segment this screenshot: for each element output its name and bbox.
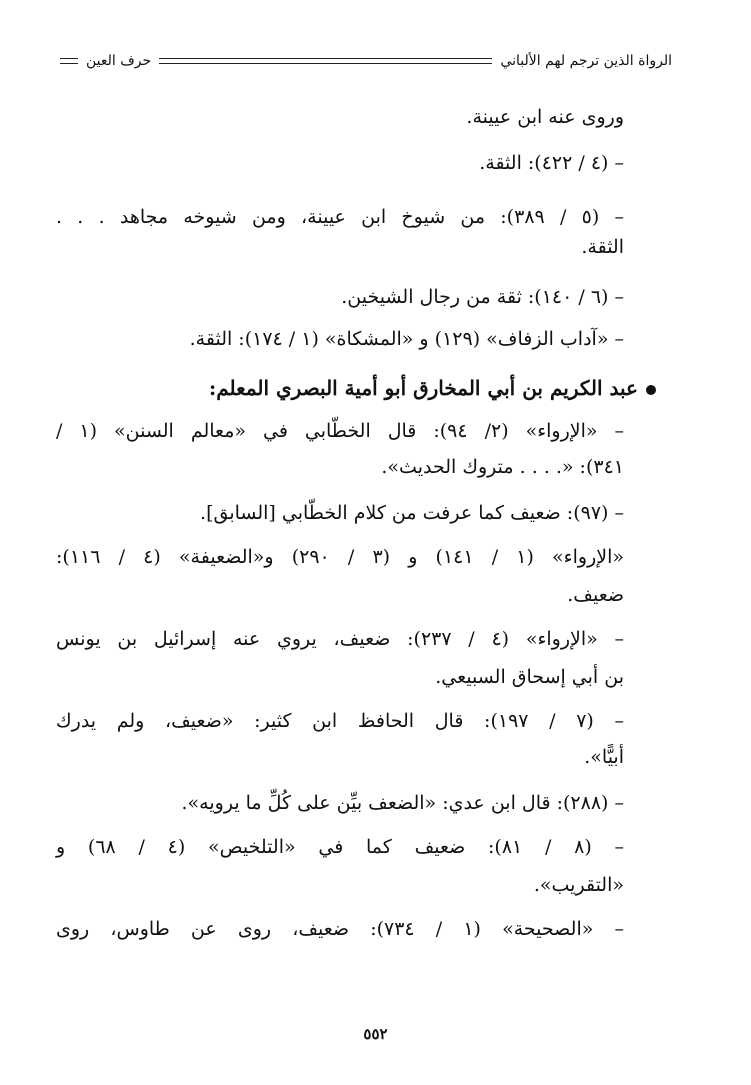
entry-heading <box>209 376 656 400</box>
text-line: الثقة. <box>581 236 624 258</box>
running-header <box>60 50 672 72</box>
text-line: – (٤ / ٤٢٢): الثقة. <box>479 152 624 174</box>
text-line: – «الإرواء» (٤ / ٢٣٧): ضعيف، يروي عنه إسرائيل بن يونس <box>56 628 625 650</box>
text-line: – (٢٨٨): قال ابن عدي: «الضعف بيِّن على كُلِّ ما يرويه». <box>181 792 624 814</box>
text-line: – «آداب الزفاف» (١٢٩) و «المشكاة» (١ / ١٧٤): الثقة. <box>189 328 624 350</box>
page-number: ٥٥٢ <box>363 1025 388 1043</box>
text-line: – (٥ / ٣٨٩): من شيوخ ابن عيينة، ومن شيوخه مجاهد . . . <box>56 206 625 228</box>
text-line: ضعيف. <box>567 584 624 606</box>
text-line: «التقريب». <box>533 874 624 896</box>
text-line: – (٦ / ١٤٠): ثقة من رجال الشيخين. <box>341 286 624 308</box>
book-title: الرواة الذين ترجم لهم الألباني <box>500 53 672 69</box>
chapter-title: حرف العين <box>86 53 152 69</box>
header-rule-end <box>60 58 78 64</box>
text-line: «الإرواء» (١ / ١٤١) و (٣ / ٢٩٠) و«الضعيفة» (٤ / ١١٦): <box>56 546 624 568</box>
text-line: أبيًّا». <box>584 746 624 768</box>
text-line: – (٩٧): ضعيف كما عرفت من كلام الخطّابي [السابق]. <box>200 502 624 524</box>
text-line: وروى عنه ابن عيينة. <box>466 106 624 128</box>
text-line: – (٨ / ٨١): ضعيف كما في «التلخيص» (٤ / ٦٨) و <box>56 836 625 858</box>
text-line: – (٧ / ١٩٧): قال الحافظ ابن كثير: «ضعيف، ولم يدرك <box>56 710 624 732</box>
text-line: – «الإرواء» (٢/ ٩٤): قال الخطّابي في «معالم السنن» (١ / <box>56 420 625 442</box>
text-line: ٣٤١): «. . . . متروك الحديث». <box>381 456 624 478</box>
text-line: – «الصحيحة» (١ / ٧٣٤): ضعيف، روى عن طاوس، روى <box>56 918 624 940</box>
text-line: بن أبي إسحاق السبيعي. <box>435 666 624 688</box>
entry-heading-text: عبد الكريم بن أبي المخارق أبو أمية البصري المعلم: <box>208 376 638 400</box>
bullet-icon <box>646 385 656 395</box>
header-rule <box>159 58 492 64</box>
